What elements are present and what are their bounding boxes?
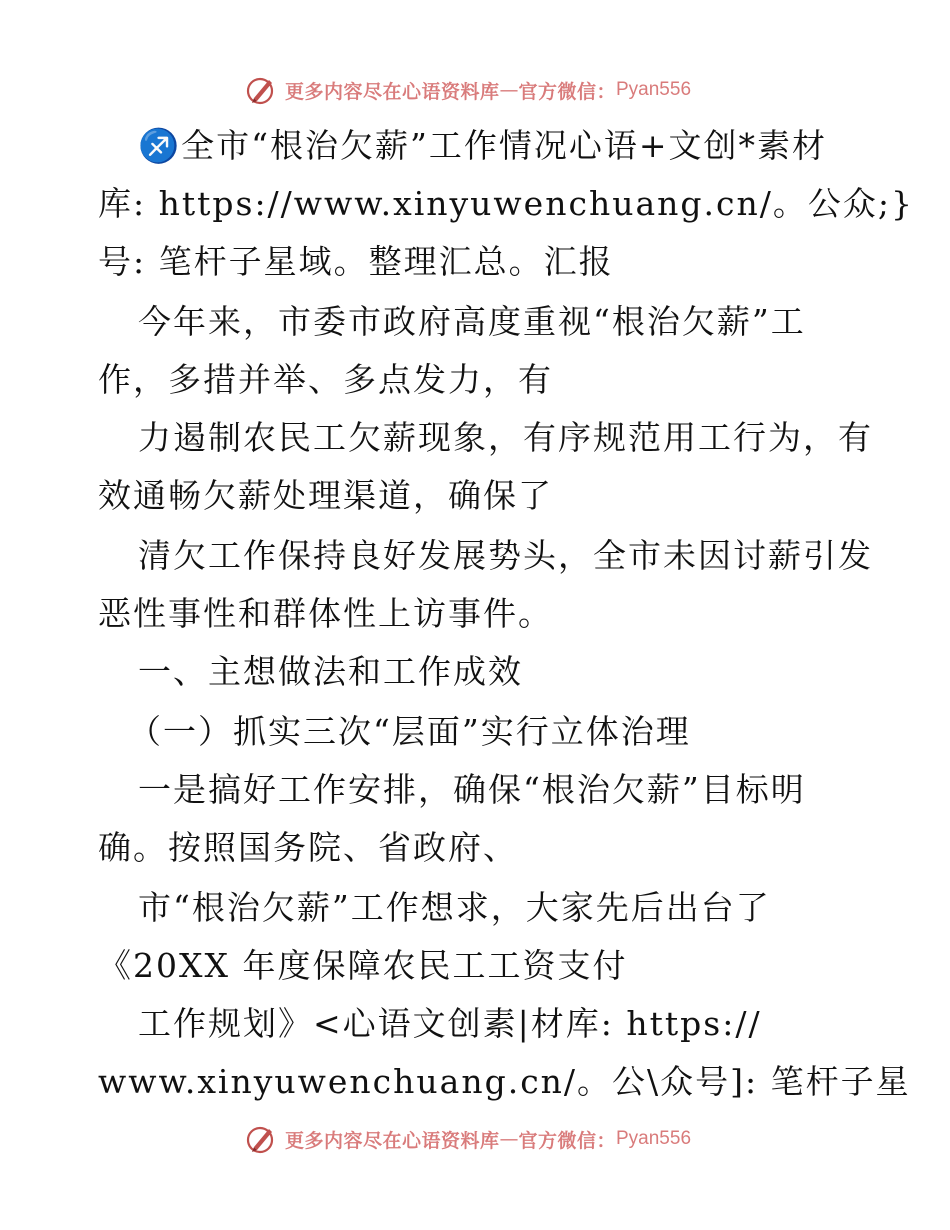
banner-official-label: 官方微信： — [518, 80, 616, 103]
body-line: 效通畅欠薪处理渠道，确保了 — [98, 476, 553, 515]
body-line: 市“根治欠薪”工作想求，大家先后出台了 — [138, 888, 771, 927]
body-line: www.xinyuwenchuang.cn/。公\众号]: 笔杆子星 — [98, 1062, 911, 1101]
banner-text: 更多内容尽在心语资料库 — [284, 1129, 500, 1152]
pen-logo-icon — [245, 1123, 277, 1155]
body-line: 一是搞好工作安排，确保“根治欠薪”目标明 — [138, 770, 806, 809]
body-line: ♐全市“根治欠薪”工作情况心语+文创*素材 — [138, 126, 827, 165]
body-line: 作，多措并举、多点发力，有 — [98, 360, 553, 399]
body-line: 《20XX 年度保障农民工工资支付 — [98, 946, 628, 985]
banner-official-label: 官方微信： — [518, 1129, 616, 1152]
banner-text: 更多内容尽在心语资料库 — [284, 80, 500, 103]
body-line: 力遏制农民工欠薪现象，有序规范用工行为，有 — [138, 418, 873, 457]
subsection-heading: （一）抓实三次“层面”实行立体治理 — [128, 712, 691, 751]
pen-logo-icon — [245, 74, 277, 106]
body-line: 今年来，市委市政府高度重视“根治欠薪”工 — [138, 302, 806, 341]
banner-separator: — — [499, 1128, 519, 1150]
body-line: 库: https://www.xinyuwenchuang.cn/。公众;} — [98, 184, 914, 223]
footer-banner — [0, 1119, 950, 1159]
body-line: 工作规划》<心语文创素|材库: https:// — [138, 1004, 762, 1043]
body-line: 清欠工作保持良好发展势头，全市未因讨薪引发 — [138, 536, 873, 575]
body-line: 恶性事性和群体性上访事件。 — [98, 594, 553, 633]
banner-wechat-id: Pyan556 — [616, 79, 692, 100]
banner-wechat-id: Pyan556 — [616, 1128, 692, 1149]
body-line: 确。按照国务院、省政府、 — [98, 828, 518, 867]
section-heading: 一、主想做法和工作成效 — [138, 652, 523, 691]
banner-separator: — — [499, 79, 519, 101]
body-line: 号: 笔杆子星域。整理汇总。汇报 — [98, 242, 614, 281]
header-banner — [0, 70, 950, 110]
